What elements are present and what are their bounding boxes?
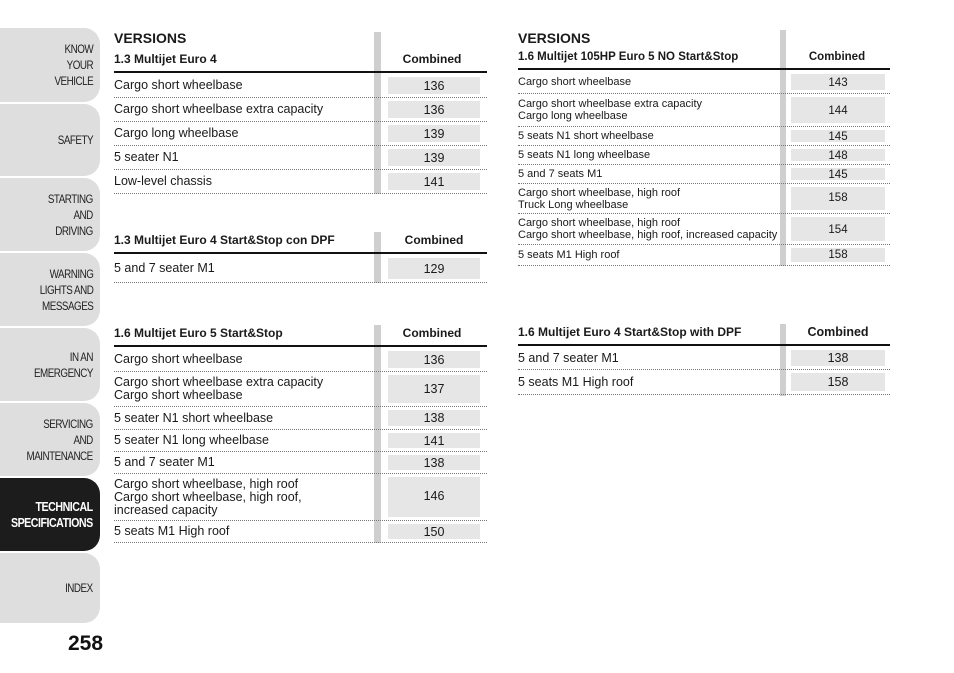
table-row [114, 74, 487, 98]
vehicle-version: 5 seats N1 short wheelbase [518, 130, 654, 142]
table-row [114, 521, 487, 543]
tab-label: SERVICING AND MAINTENANCE [26, 416, 93, 463]
table-row [518, 184, 890, 214]
vehicle-version: Low-level chassis [114, 174, 212, 188]
combined-value: 158 [791, 187, 885, 210]
table-1-6-multijet-euro-5-start-stop [114, 323, 487, 545]
table-row [114, 372, 487, 407]
table-header [114, 48, 487, 73]
table-header [114, 230, 487, 254]
vehicle-version: 5 seats M1 High roof [518, 375, 634, 389]
vehicle-version: Cargo short wheelbase, high roof Cargo short wheelbase, high roof, increased capacity [114, 476, 302, 517]
vehicle-version: 5 seater N1 short wheelbase [114, 410, 274, 425]
table-row [114, 407, 487, 430]
vehicle-version: Cargo short wheelbase extra capacity [114, 102, 324, 116]
vehicle-version: Cargo short wheelbase extra capacity Cargo long wheelbase [518, 98, 703, 122]
combined-value: 137 [388, 375, 480, 403]
tab-technical-specifications[interactable] [0, 478, 100, 551]
tab-label: INDEX [65, 581, 93, 595]
tab-index[interactable] [0, 553, 100, 623]
combined-value: 139 [388, 149, 480, 166]
table-row [518, 214, 890, 245]
engine-label: 1.6 Multijet Euro 4 Start&Stop with DPF [518, 325, 742, 339]
tab-warning-lights[interactable] [0, 253, 100, 326]
combined-label: Combined [404, 233, 464, 247]
combined-value: 138 [388, 455, 480, 470]
table-1-6-multijet-105hp [518, 30, 890, 268]
vehicle-version: Cargo short wheelbase [114, 352, 243, 366]
table-1-3-multijet-start-stop-dpf [114, 230, 487, 284]
vehicle-version: 5 and 7 seater M1 [114, 261, 215, 275]
table-row [114, 348, 487, 372]
combined-label: Combined [807, 325, 869, 339]
table-row [518, 71, 890, 94]
combined-value: 136 [388, 77, 480, 94]
table-row [518, 146, 890, 165]
engine-label: 1.3 Multijet Euro 4 [114, 52, 217, 66]
table-row [518, 245, 890, 266]
table-row [114, 146, 487, 170]
tab-servicing-and-maintenance[interactable] [0, 403, 100, 476]
tab-starting-and-driving[interactable] [0, 178, 100, 251]
tab-label: SAFETY [57, 133, 93, 147]
table-header [518, 48, 890, 70]
table-row [114, 98, 487, 122]
versions-heading: VERSIONS [114, 30, 187, 46]
page-number: 258 [68, 632, 104, 655]
tab-label: TECHNICAL SPECIFICATIONS [11, 498, 93, 530]
engine-label: 1.6 Multijet 105HP Euro 5 NO Start&Stop [518, 51, 739, 63]
table-row [114, 170, 487, 194]
tab-label: STARTING AND DRIVING [48, 191, 93, 238]
combined-value: 146 [388, 477, 480, 517]
vehicle-version: 5 and 7 seater M1 [518, 351, 619, 365]
tab-know-your-vehicle[interactable] [0, 28, 100, 102]
vehicle-version: 5 seater N1 long wheelbase [114, 433, 269, 447]
combined-value: 138 [791, 350, 885, 366]
table-row [114, 452, 487, 474]
versions-heading: VERSIONS [518, 30, 591, 46]
combined-value: 158 [791, 248, 885, 262]
vehicle-version: Cargo short wheelbase [518, 76, 632, 88]
vehicle-version: 5 seats M1 High roof [518, 249, 620, 261]
vehicle-version: 5 seater N1 [114, 150, 179, 164]
table-header [114, 323, 487, 347]
combined-value: 143 [791, 74, 885, 90]
combined-label: Combined [402, 52, 462, 66]
combined-value: 145 [791, 130, 885, 142]
engine-label: 1.6 Multijet Euro 5 Start&Stop [114, 326, 283, 340]
table-header [518, 322, 890, 346]
vehicle-version: Cargo short wheelbase, high roof Cargo short wheelbase, high roof, increased capacity [518, 217, 778, 241]
table-1-6-multijet-euro-4-start-stop-dpf [518, 322, 890, 397]
table-row [518, 165, 890, 184]
vehicle-version: Cargo short wheelbase, high roof Truck Long wheelbase [518, 186, 681, 211]
table-row [518, 370, 890, 395]
table-row [114, 474, 487, 521]
vehicle-version: 5 and 7 seats M1 [518, 168, 603, 180]
engine-label: 1.3 Multijet Euro 4 Start&Stop con DPF [114, 233, 335, 247]
table-row [114, 122, 487, 146]
vehicle-version: 5 seats M1 High roof [114, 524, 230, 538]
combined-label: Combined [808, 51, 866, 63]
vehicle-version: Cargo long wheelbase [114, 126, 239, 140]
combined-value: 148 [791, 149, 885, 161]
combined-label: Combined [402, 326, 462, 340]
vehicle-version: 5 and 7 seater M1 [114, 455, 215, 469]
combined-value: 145 [791, 168, 885, 180]
table-row [518, 94, 890, 127]
combined-value: 158 [791, 373, 885, 391]
vehicle-version: 5 seats N1 long wheelbase [518, 149, 651, 161]
combined-value: 138 [388, 410, 480, 426]
table-row [114, 430, 487, 452]
combined-value: 144 [791, 97, 885, 123]
combined-value: 136 [388, 101, 480, 118]
combined-value: 139 [388, 125, 480, 142]
tab-label: KNOW YOUR VEHICLE [54, 42, 93, 88]
tab-label: IN AN EMERGENCY [33, 349, 93, 380]
vehicle-version: Cargo short wheelbase extra capacity Cargo short wheelbase [114, 375, 324, 402]
table-row [518, 127, 890, 146]
table-row [518, 347, 890, 370]
table-1-3-multijet-euro-4 [114, 30, 487, 195]
tab-safety[interactable] [0, 104, 100, 176]
combined-value: 141 [388, 173, 480, 190]
combined-value: 154 [791, 217, 885, 241]
tab-label: WARNING LIGHTS AND MESSAGES [39, 266, 93, 313]
vehicle-version: Cargo short wheelbase [114, 78, 243, 92]
combined-value: 129 [388, 258, 480, 279]
combined-value: 150 [388, 524, 480, 539]
tab-in-an-emergency[interactable] [0, 328, 100, 401]
combined-value: 141 [388, 433, 480, 448]
combined-value: 136 [388, 351, 480, 368]
table-row [114, 255, 487, 283]
